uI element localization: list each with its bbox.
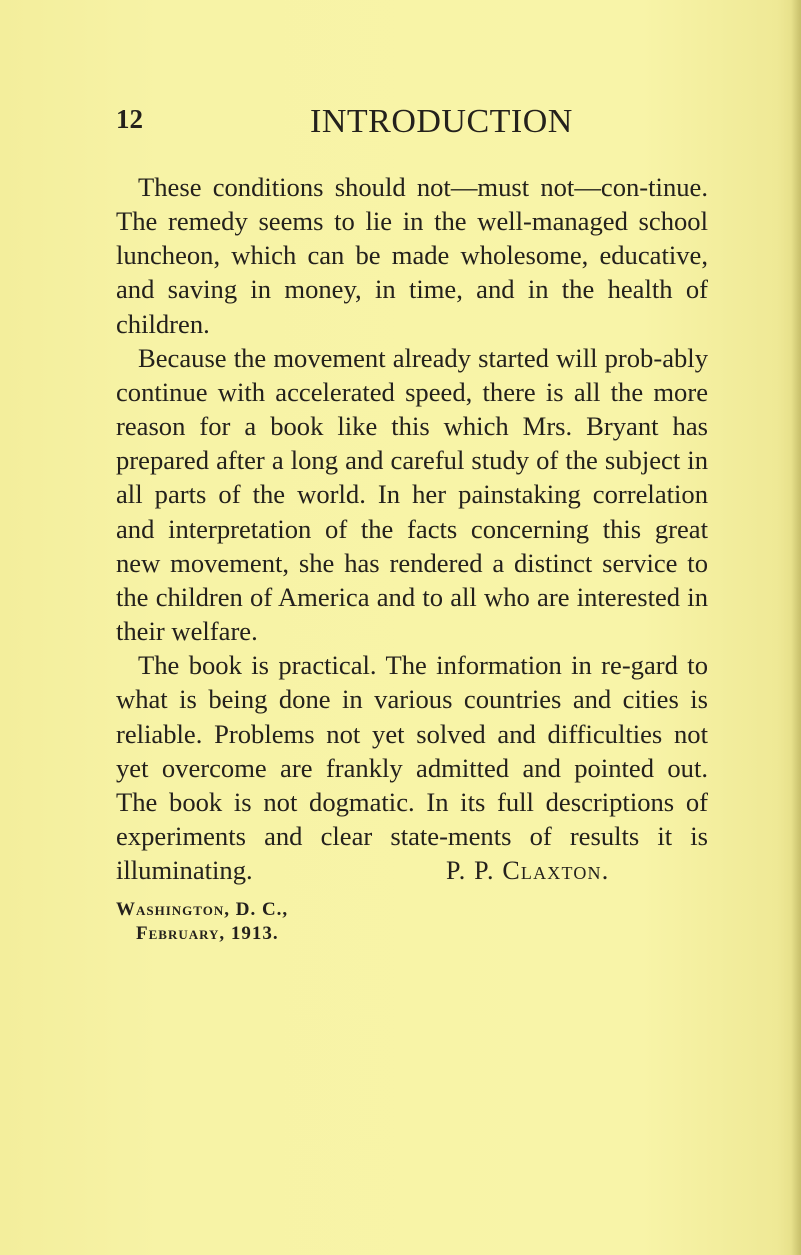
paragraph: These conditions should not—must not—con-tinue. The remedy seems to lie in the well-managed school luncheon, which can be made wholesome, educative, and saving in money, in time, and in the health of children.: [116, 172, 708, 339]
page-number: 12: [116, 104, 143, 134]
author-signature: P. P. Claxton.: [446, 856, 610, 885]
dateline-date: February, 1913.: [136, 923, 279, 944]
dateline-place: Washington, D. C.,: [116, 899, 289, 920]
page-header: [116, 104, 716, 146]
paragraph: The book is practical. The information in re-gard to what is being done in various countries and cities is reliable. Problems not yet solved and difficulties not yet overcome are frankly admitted and pointed out. The book is not dogmatic. In its full descriptions of experiments and clear state-ments of results it is illuminating.: [116, 650, 708, 886]
dateline: [116, 898, 288, 946]
paragraph: Because the movement already started will prob-ably continue with accelerated speed, there is all the more reason for a book like this which Mrs. Bryant has prepared after a long and careful study of the subject in all parts of the world. In her painstaking correlation and interpretation of the facts concerning this great new movement, she has rendered a distinct service to the children of America and to all who are interested in their welfare.: [116, 342, 708, 647]
running-head: INTRODUCTION: [310, 103, 573, 140]
introduction-body: [116, 170, 708, 887]
page-edge-shadow: [791, 0, 801, 1255]
